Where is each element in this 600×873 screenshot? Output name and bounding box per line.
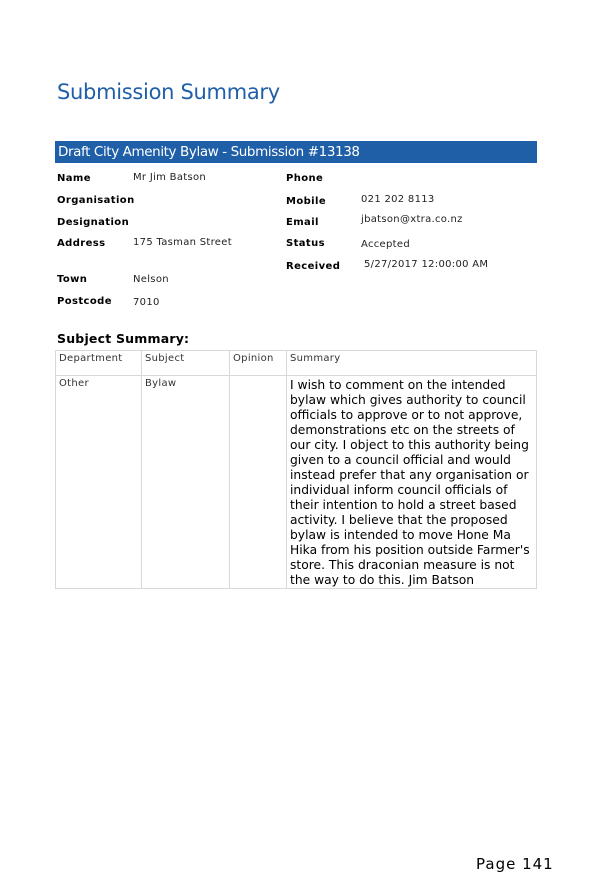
- subject-cell: Bylaw: [142, 376, 230, 589]
- summary-cell: I wish to comment on the intended bylaw which gives authority to council officials to approve or to not approve, demonstrations etc on the streets of our city. I object to this authority being given to a council official and would instead prefer that any organisation or individual inform council officials of their intention to hold a street based activity. I believe that the proposed bylaw is intended to move Hone Ma Hika from his position outside Farmer's store. This draconian measure is not the way to do this. Jim Batson: [287, 376, 537, 589]
- email-label: Email: [286, 217, 319, 228]
- status-label: Status: [286, 238, 325, 249]
- address-label: Address: [57, 238, 106, 249]
- opinion-cell: [230, 376, 287, 589]
- address-value: 175 Tasman Street: [133, 237, 232, 248]
- subject-summary-heading: Subject Summary:: [57, 331, 190, 346]
- received-label: Received: [286, 261, 341, 272]
- town-value: Nelson: [133, 274, 169, 285]
- postcode-label: Postcode: [57, 296, 112, 307]
- phone-label: Phone: [286, 173, 324, 184]
- page-number: Page 141: [476, 855, 554, 873]
- department-cell: Other: [56, 376, 142, 589]
- column-header-summary: Summary: [287, 351, 537, 376]
- table-header-row: [56, 351, 537, 376]
- column-header-department: Department: [56, 351, 142, 376]
- mobile-label: Mobile: [286, 196, 327, 207]
- name-value: Mr Jim Batson: [133, 172, 207, 183]
- received-value: 5/27/2017 12:00:00 AM: [364, 259, 489, 270]
- column-header-subject: Subject: [142, 351, 230, 376]
- postcode-value: 7010: [133, 297, 160, 308]
- page-title: Submission Summary: [57, 80, 280, 104]
- status-value: Accepted: [361, 239, 410, 250]
- name-label: Name: [57, 173, 91, 184]
- subject-summary-table: [55, 350, 537, 589]
- designation-label: Designation: [57, 217, 130, 228]
- table-row: [56, 376, 537, 589]
- town-label: Town: [57, 274, 88, 285]
- email-value: jbatson@xtra.co.nz: [361, 214, 463, 225]
- column-header-opinion: Opinion: [230, 351, 287, 376]
- mobile-value: 021 202 8113: [361, 194, 435, 205]
- organisation-label: Organisation: [57, 195, 135, 206]
- submission-banner: Draft City Amenity Bylaw - Submission #13138: [55, 141, 537, 163]
